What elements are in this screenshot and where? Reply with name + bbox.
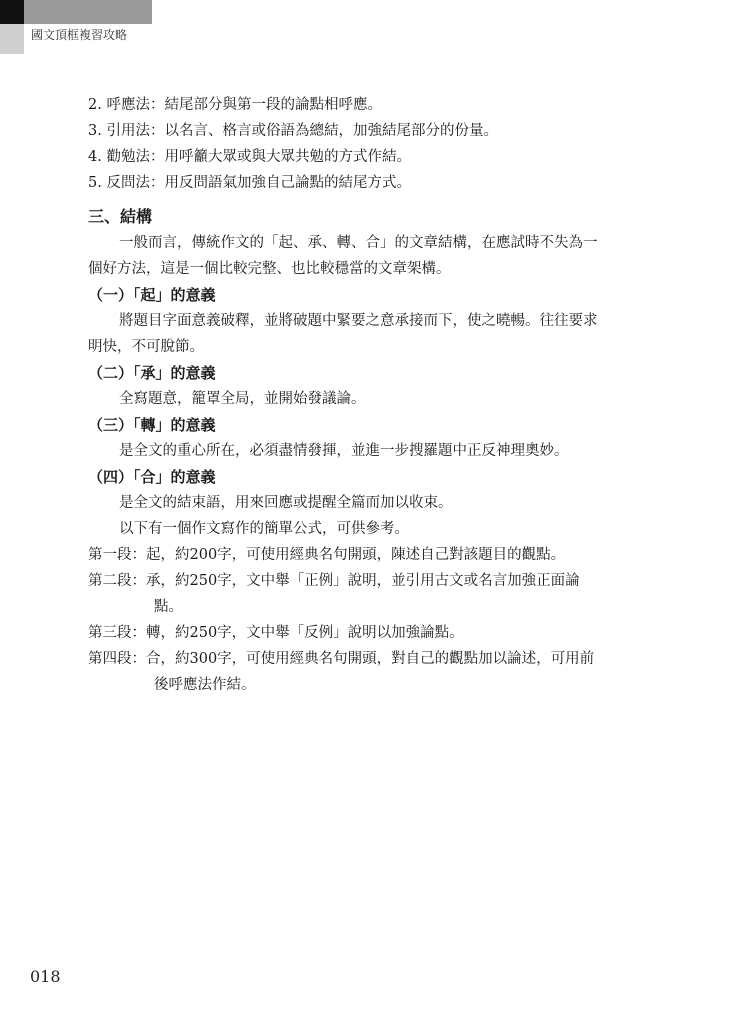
list-item: 4. 勸勉法：用呼籲大眾或與大眾共勉的方式作結。 <box>88 149 411 165</box>
subheading-he: （四）「合」的意義 <box>88 468 216 486</box>
paragraph-line: 是全文的結束語，用來回應或提醒全篇而加以收束。 <box>119 495 453 511</box>
formula-paragraph-2: 第二段：承，約250字，文中舉「正例」說明，並引用古文或名言加強正面論 <box>88 573 580 589</box>
header-gray-bar <box>24 0 152 24</box>
paragraph-line: 是全文的重心所在，必須盡情發揮，並進一步搜羅題中正反神理奧妙。 <box>119 443 569 459</box>
paragraph-line: 將題目字面意義破釋，並將破題中緊要之意承接而下，使之曉暢。往往要求 <box>119 313 598 329</box>
page-number: 018 <box>30 967 61 986</box>
formula-paragraph-4: 第四段：合，約300字，可使用經典名句開頭，對自己的觀點加以論述，可用前 <box>88 651 595 667</box>
page-content <box>88 92 668 698</box>
subheading-zhuan: （三）「轉」的意義 <box>88 416 216 434</box>
formula-paragraph-1: 第一段：起，約200字，可使用經典名句開頭，陳述自己對該題目的觀點。 <box>88 547 566 563</box>
intro-line: 個好方法，這是一個比較完整、也比較穩當的文章架構。 <box>88 261 451 277</box>
subheading-cheng: （二）「承」的意義 <box>88 364 216 382</box>
list-item: 3. 引用法：以名言、格言或俗語為總結，加強結尾部分的份量。 <box>88 123 498 139</box>
formula-paragraph-2-cont: 點。 <box>154 599 183 615</box>
header-black-block <box>0 0 24 24</box>
list-item: 5. 反問法：用反問語氣加強自己論點的結尾方式。 <box>88 175 411 191</box>
subheading-qi: （一）「起」的意義 <box>88 286 216 304</box>
running-header-title: 國文頂框複習攻略 <box>31 28 128 42</box>
header-side-tab <box>0 24 24 54</box>
paragraph-line: 明快，不可脫節。 <box>88 339 204 355</box>
list-item: 2. 呼應法：結尾部分與第一段的論點相呼應。 <box>88 97 382 113</box>
section-heading: 三、結構 <box>88 207 153 226</box>
intro-line: 一般而言，傳統作文的「起、承、轉、合」的文章結構，在應試時不失為一 <box>119 235 598 251</box>
formula-paragraph-3: 第三段：轉，約250字，文中舉「反例」說明以加強論點。 <box>88 625 464 641</box>
paragraph-line: 以下有一個作文寫作的簡單公式，可供參考。 <box>119 521 409 537</box>
formula-paragraph-4-cont: 後呼應法作結。 <box>154 677 256 693</box>
paragraph-line: 全寫題意，籠罩全局，並開始發議論。 <box>119 391 366 407</box>
